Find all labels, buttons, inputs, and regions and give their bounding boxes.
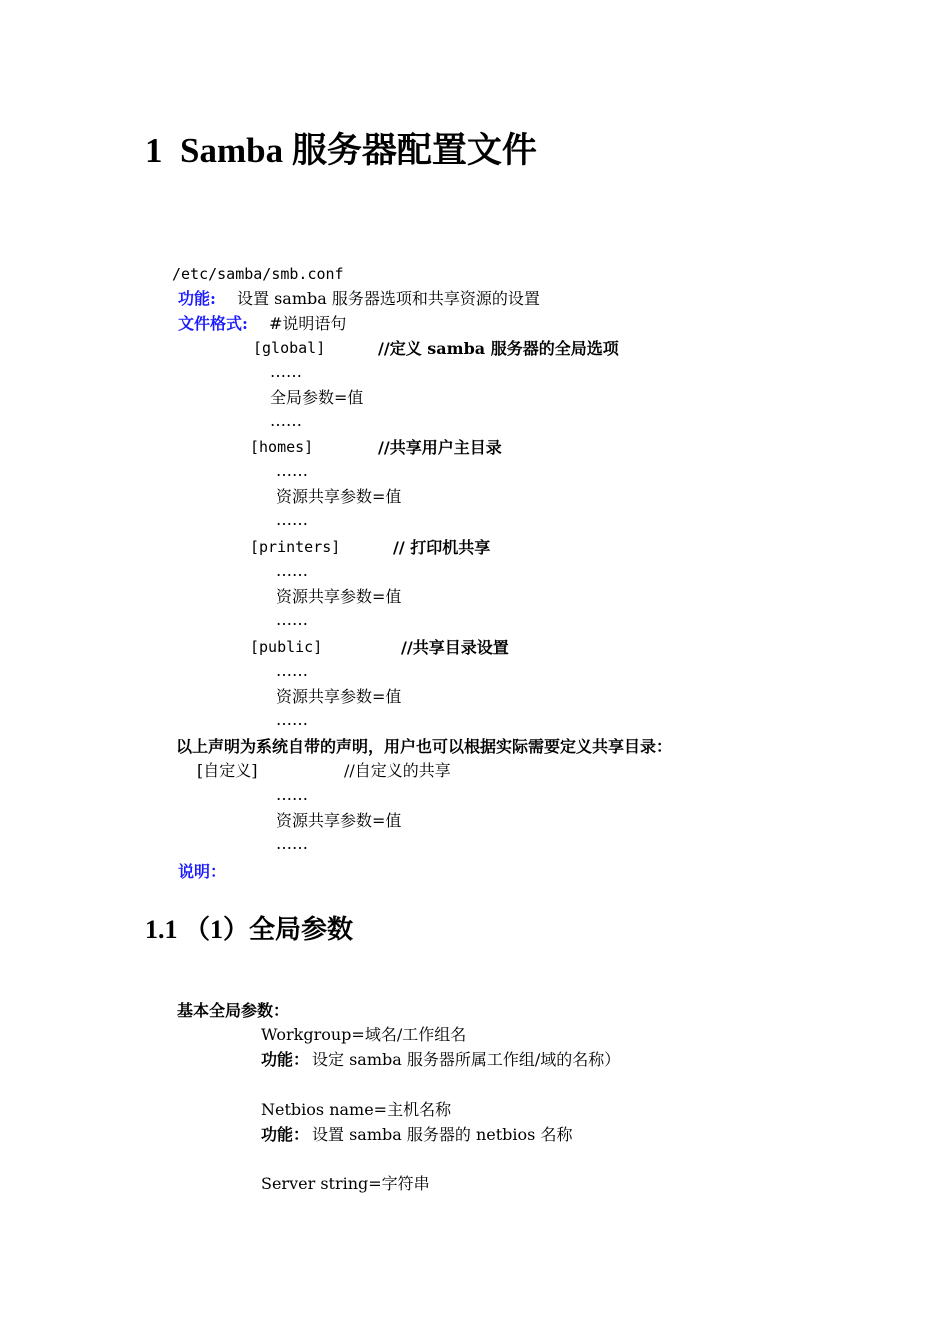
- custom-section-comment: //自定义的共享: [344, 761, 451, 780]
- ellipsis: ……: [276, 785, 308, 804]
- printers-section-comment: // 打印机共享: [393, 538, 491, 557]
- format-label: 文件格式:: [178, 314, 248, 333]
- config-path: /etc/samba/smb.conf: [172, 265, 344, 283]
- heading-1: 1 Samba 服务器配置文件: [145, 131, 537, 170]
- global-section-tag: [global]: [253, 339, 326, 357]
- homes-section-tag: [homes]: [250, 438, 314, 456]
- netbios-function-text: 设置 samba 服务器的 netbios 名称: [312, 1125, 573, 1144]
- ellipsis: ……: [270, 362, 302, 381]
- share-param: 资源共享参数=值: [276, 587, 402, 606]
- ellipsis: ……: [276, 510, 308, 529]
- public-section-comment: //共享目录设置: [401, 638, 509, 657]
- function-label: 功能:: [178, 289, 216, 308]
- ellipsis: ……: [276, 661, 308, 680]
- function-text: 设置 samba 服务器选项和共享资源的设置: [237, 289, 540, 308]
- public-section-tag: [public]: [250, 638, 323, 656]
- printers-section-tag: [printers]: [250, 538, 341, 556]
- netbios-line: Netbios name=主机名称: [261, 1100, 452, 1119]
- ellipsis: ……: [276, 561, 308, 580]
- workgroup-function-text: 设定 samba 服务器所属工作组/域的名称）: [312, 1050, 621, 1069]
- share-param: 资源共享参数=值: [276, 811, 402, 830]
- ellipsis: ……: [270, 411, 302, 430]
- workgroup-function-label: 功能：: [261, 1050, 310, 1069]
- netbios-function-label: 功能：: [261, 1125, 310, 1144]
- global-section-comment: //定义 samba 服务器的全局选项: [378, 339, 619, 358]
- ellipsis: ……: [276, 710, 308, 729]
- format-text: #说明语句: [269, 314, 347, 333]
- note-label: 说明：: [178, 862, 227, 881]
- custom-section-tag: [自定义]: [197, 761, 258, 780]
- basic-params-label: 基本全局参数：: [177, 1001, 290, 1020]
- homes-section-comment: //共享用户主目录: [378, 438, 502, 457]
- declaration-note: 以上声明为系统自带的声明，用户也可以根据实际需要定义共享目录：: [176, 737, 673, 756]
- share-param: 资源共享参数=值: [276, 487, 402, 506]
- ellipsis: ……: [276, 610, 308, 629]
- global-param: 全局参数=值: [270, 388, 364, 407]
- server-string-line: Server string=字符串: [261, 1174, 430, 1193]
- ellipsis: ……: [276, 461, 308, 480]
- heading-2: 1.1 （1）全局参数: [145, 915, 354, 944]
- ellipsis: ……: [276, 834, 308, 853]
- share-param: 资源共享参数=值: [276, 687, 402, 706]
- workgroup-line: Workgroup=域名/工作组名: [261, 1025, 467, 1044]
